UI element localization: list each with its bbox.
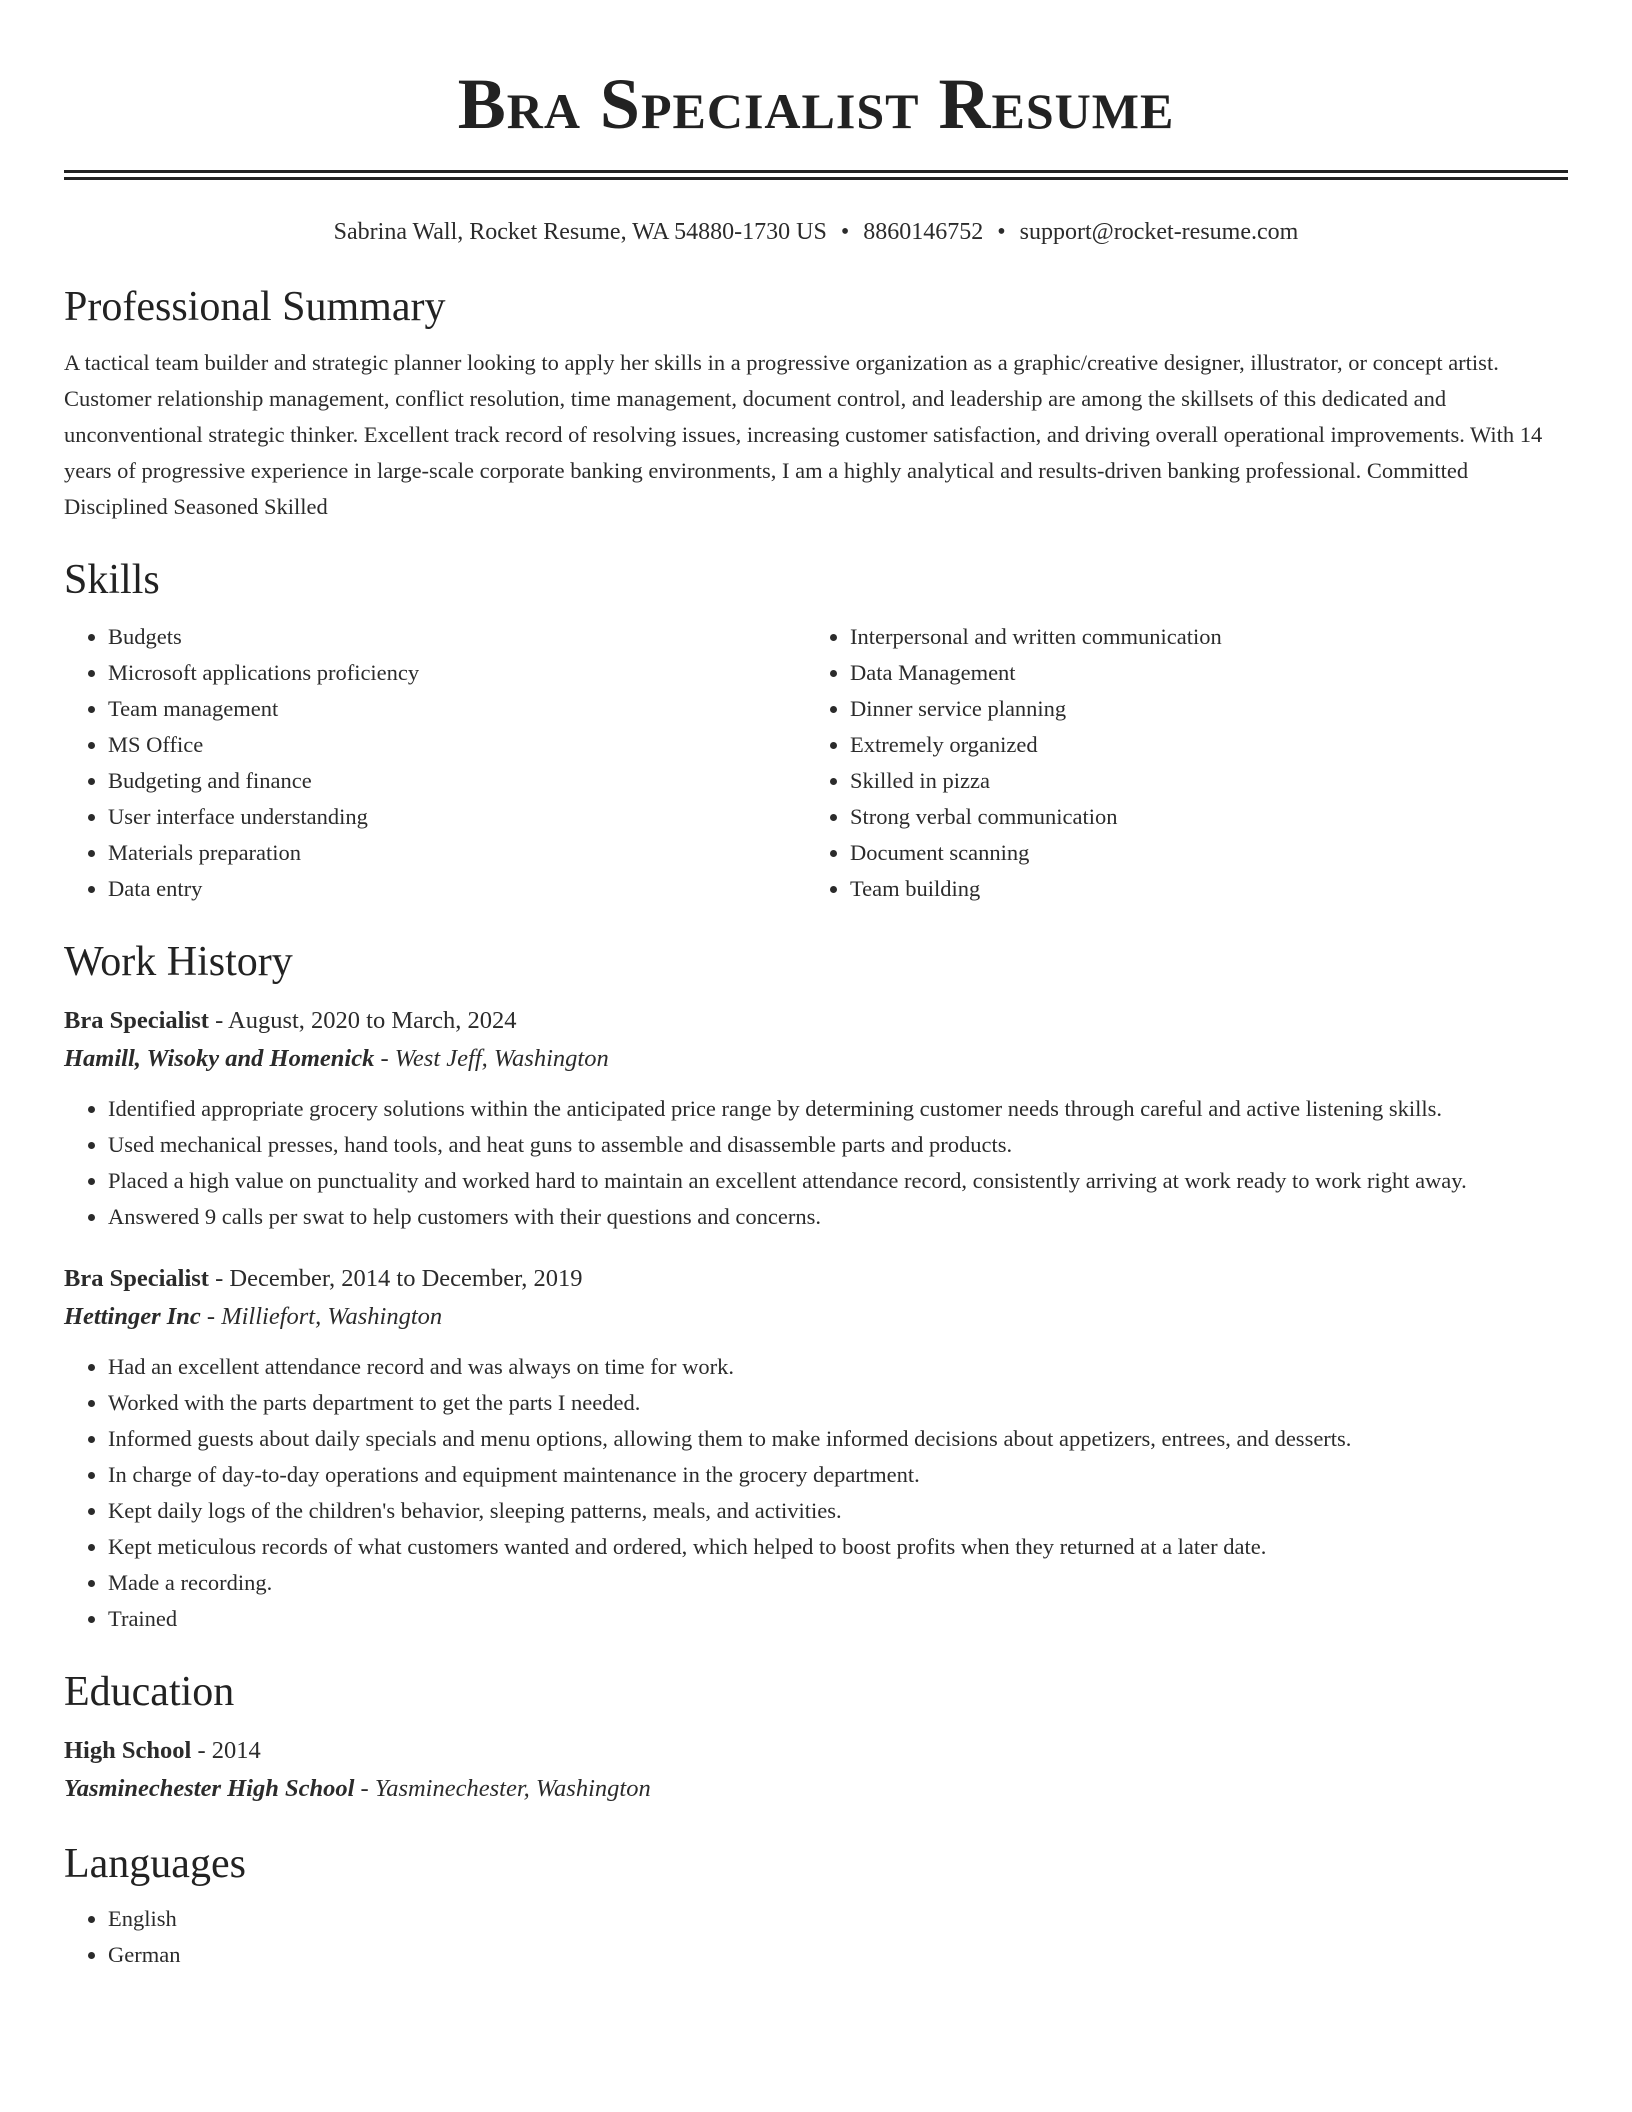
education-section bbox=[64, 1667, 1568, 1809]
languages-section bbox=[64, 1839, 1568, 1973]
education-heading: Education bbox=[64, 1669, 235, 1715]
contact-separator: • bbox=[840, 219, 850, 245]
contact-line bbox=[64, 216, 1568, 248]
job-location: - Milliefort, Washington bbox=[200, 1303, 443, 1330]
skill-item: • Skilled in pizza bbox=[850, 763, 1548, 799]
education-school: Yasminechester High School bbox=[64, 1775, 355, 1802]
skill-item: • Team management bbox=[108, 691, 806, 727]
skill-item: • Data entry bbox=[108, 871, 806, 907]
job-bullets bbox=[64, 1091, 1568, 1235]
job-dates: - August, 2020 to March, 2024 bbox=[208, 1007, 517, 1034]
work-history-heading: Work History bbox=[64, 939, 293, 985]
job-title: Bra Specialist bbox=[64, 1007, 209, 1034]
skill-item: • Extremely organized bbox=[850, 727, 1548, 763]
skill-item: • Data Management bbox=[850, 655, 1548, 691]
job-header bbox=[64, 1003, 1568, 1039]
skill-item: • Team building bbox=[850, 871, 1548, 907]
work-history-section bbox=[64, 937, 1568, 1637]
skill-item: • MS Office bbox=[108, 727, 806, 763]
skill-item: • Materials preparation bbox=[108, 835, 806, 871]
skills-grid bbox=[64, 619, 1568, 907]
job-header bbox=[64, 1261, 1568, 1297]
education-location: - Yasminechester, Washington bbox=[354, 1775, 651, 1802]
summary-section bbox=[64, 282, 1568, 525]
skills-heading: Skills bbox=[64, 557, 160, 603]
job-bullet: • Kept daily logs of the children's behavior, sleeping patterns, meals, and activities. bbox=[108, 1493, 1568, 1529]
job-title: Bra Specialist bbox=[64, 1265, 209, 1292]
skill-item: • Document scanning bbox=[850, 835, 1548, 871]
education-year: - 2014 bbox=[191, 1737, 261, 1764]
skill-item: • Microsoft applications proficiency bbox=[108, 655, 806, 691]
job-bullet: • Answered 9 calls per swat to help customers with their questions and concerns. bbox=[108, 1199, 1568, 1235]
contact-email: support@rocket-resume.com bbox=[1019, 219, 1299, 245]
resume-title: Bra Specialist Resume bbox=[457, 64, 1175, 144]
job-company: Hamill, Wisoky and Homenick bbox=[64, 1045, 375, 1072]
job-bullet: • Used mechanical presses, hand tools, and heat guns to assemble and disassemble parts and products. bbox=[108, 1127, 1568, 1163]
summary-heading: Professional Summary bbox=[64, 284, 446, 330]
job-bullet: • Kept meticulous records of what customers wanted and ordered, which helped to boost profits when they returned at a later date. bbox=[108, 1529, 1568, 1565]
contact-separator: • bbox=[997, 219, 1006, 245]
education-degree: High School bbox=[64, 1737, 192, 1764]
job-bullets bbox=[64, 1349, 1568, 1637]
skills-column-right bbox=[806, 619, 1548, 907]
job-bullet: • Identified appropriate grocery solutions within the anticipated price range by determining customer needs through careful and active listening skills. bbox=[108, 1091, 1568, 1127]
job-bullet: • In charge of day-to-day operations and equipment maintenance in the grocery department. bbox=[108, 1457, 1568, 1493]
skill-item: • Dinner service planning bbox=[850, 691, 1548, 727]
job-entry bbox=[64, 1003, 1568, 1235]
skill-item: • Interpersonal and written communication bbox=[850, 619, 1548, 655]
skills-column-left bbox=[64, 619, 806, 907]
job-employer bbox=[64, 1297, 1568, 1337]
job-bullet: • Informed guests about daily specials and menu options, allowing them to make informed decisions about appetizers, entrees, and desserts. bbox=[108, 1421, 1568, 1457]
job-bullet: • Worked with the parts department to get the parts I needed. bbox=[108, 1385, 1568, 1421]
job-dates: - December, 2014 to December, 2019 bbox=[208, 1265, 583, 1292]
job-entry bbox=[64, 1261, 1568, 1637]
summary-text: A tactical team builder and strategic planner looking to apply her skills in a progressive organization as a graphic/creative designer, illustrator, or concept artist. Customer relationship management, conflict resolution, time management, document control, and leadership are among the skillsets of this dedicated and unconventional strategic thinker. Excellent track record of resolving issues, increasing customer satisfaction, and driving overall operational improvements. With 14 years of progressive experience in large-scale corporate banking environments, I am a highly analytical and results-driven banking professional. Committed Disciplined Seasoned Skilled bbox=[64, 350, 1543, 519]
skill-item: • Strong verbal communication bbox=[850, 799, 1548, 835]
skills-section bbox=[64, 555, 1568, 907]
job-bullet: • Made a recording. bbox=[108, 1565, 1568, 1601]
education-school-line bbox=[64, 1769, 1568, 1809]
job-bullet: • Trained bbox=[108, 1601, 1568, 1637]
language-item: • English bbox=[108, 1901, 1568, 1937]
job-bullet: • Had an excellent attendance record and was always on time for work. bbox=[108, 1349, 1568, 1385]
languages-heading: Languages bbox=[64, 1841, 246, 1887]
skill-item: • Budgeting and finance bbox=[108, 763, 806, 799]
education-header bbox=[64, 1733, 1568, 1769]
languages-list bbox=[64, 1901, 1568, 1973]
contact-address: Sabrina Wall, Rocket Resume, WA 54880-1730 US bbox=[333, 219, 827, 245]
contact-phone: 8860146752 bbox=[863, 219, 984, 245]
job-location: - West Jeff, Washington bbox=[374, 1045, 609, 1072]
skill-item: • Budgets bbox=[108, 619, 806, 655]
skill-item: • User interface understanding bbox=[108, 799, 806, 835]
job-company: Hettinger Inc bbox=[64, 1303, 201, 1330]
language-item: • German bbox=[108, 1937, 1568, 1973]
job-bullet: • Placed a high value on punctuality and worked hard to maintain an excellent attendance record, consistently arriving at work ready to work right away. bbox=[108, 1163, 1568, 1199]
job-employer bbox=[64, 1039, 1568, 1079]
title-divider bbox=[64, 170, 1568, 180]
